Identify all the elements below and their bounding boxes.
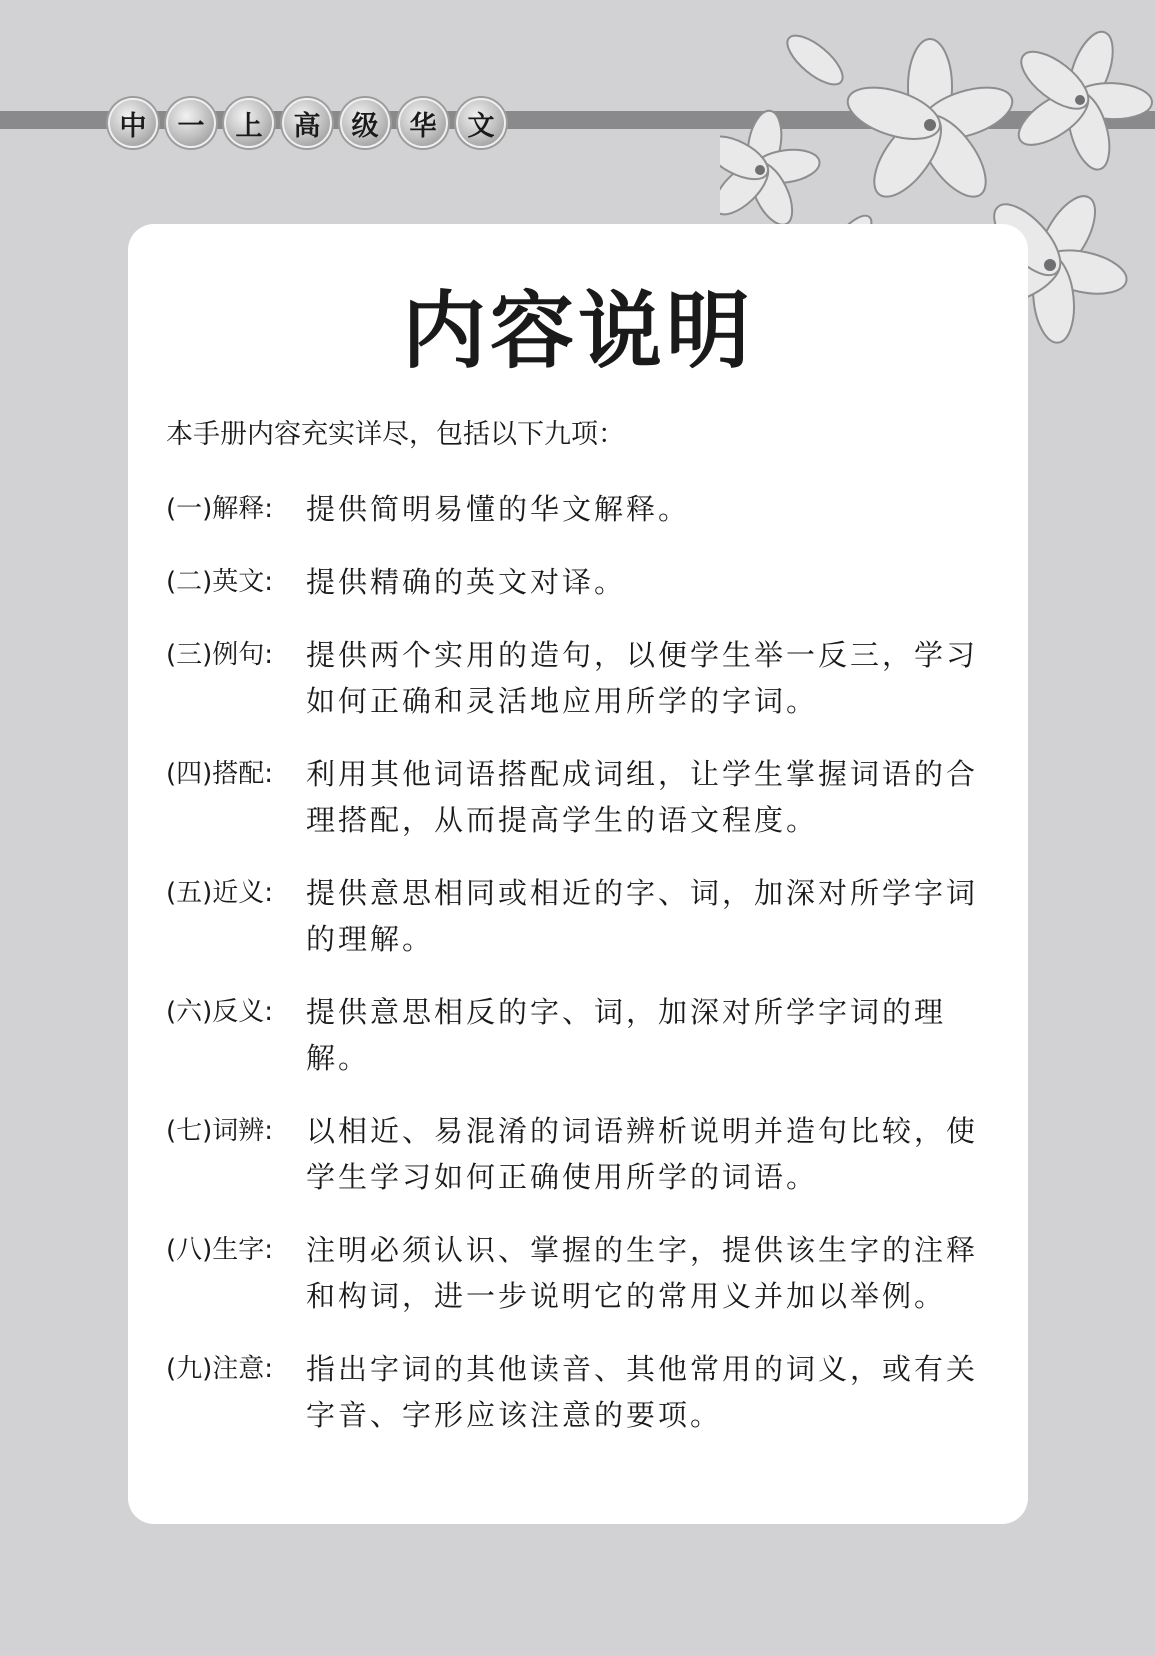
series-title [108, 98, 506, 150]
series-char: 一 [166, 98, 216, 148]
series-char: 中 [108, 98, 158, 148]
item-label: (八)生字: [166, 1235, 274, 1265]
list-item [166, 989, 1006, 1081]
item-list [166, 486, 1006, 1465]
list-item [166, 870, 1006, 962]
item-description: 指出字词的其他读音、其他常用的词义，或有关字音、字形应该注意的要项。 [306, 1352, 979, 1432]
series-char: 高 [282, 98, 332, 148]
item-label: (二)英文: [166, 567, 274, 597]
item-description: 提供简明易懂的华文解释。 [306, 492, 691, 526]
item-description: 提供两个实用的造句，以便学生举一反三，学习如何正确和灵活地应用所学的字词。 [306, 638, 979, 718]
item-label: (五)近义: [166, 878, 274, 908]
page-title: 内容说明 [401, 282, 754, 380]
item-description: 利用其他词语搭配成词组，让学生掌握词语的合理搭配，从而提高学生的语文程度。 [306, 757, 979, 837]
item-description: 提供精确的英文对译。 [306, 565, 627, 599]
item-label: (一)解释: [166, 494, 274, 524]
series-char: 上 [224, 98, 274, 148]
item-label: (六)反义: [166, 997, 274, 1027]
list-item [166, 1227, 1006, 1319]
list-item [166, 486, 1006, 532]
item-label: (四)搭配: [166, 759, 274, 789]
list-item [166, 632, 1006, 724]
item-label: (三)例句: [166, 640, 274, 670]
list-item [166, 751, 1006, 843]
list-item [166, 1108, 1006, 1200]
series-char: 文 [456, 98, 506, 148]
item-description: 以相近、易混淆的词语辨析说明并造句比较，使学生学习如何正确使用所学的词语。 [306, 1114, 979, 1194]
intro-text: 本手册内容充实详尽，包括以下九项： [166, 419, 625, 450]
item-description: 注明必须认识、掌握的生字，提供该生字的注释和构词，进一步说明它的常用义并加以举例。 [306, 1233, 979, 1313]
content-card [128, 224, 1028, 1524]
item-label: (七)词辨: [166, 1116, 274, 1146]
item-label: (九)注意: [166, 1354, 274, 1384]
list-item [166, 1346, 1006, 1438]
series-char: 华 [398, 98, 448, 148]
item-description: 提供意思相同或相近的字、词，加深对所学字词的理解。 [306, 876, 979, 956]
list-item [166, 559, 1006, 605]
series-char: 级 [340, 98, 390, 148]
item-description: 提供意思相反的字、词，加深对所学字词的理解。 [306, 995, 947, 1075]
